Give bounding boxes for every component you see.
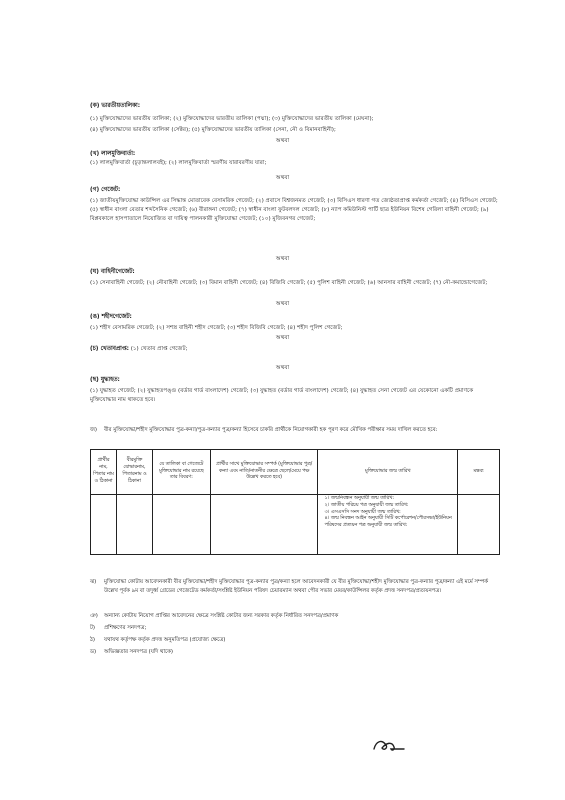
clause-text: মুক্তিযোদ্ধা কোটায় আবেদনকারী বীর মুক্তিযোদ্ধা/শহীদ মুক্তিযোদ্ধার পুত্র-কন্যার পুত্র/কন্যা হলে আবেদনকারী যে বীর মুক্তিযোদ্ধা/শহীদ মুক্তিযোদ্ধার পুত্র-কন্যার পুত্র/কন্যা এই মর্মে সম্পর্ক উল্লেখ পূর্বক ৯ম বা তদুর্ধ্ব গ্রেডের গেজেটেড কর্মকর্তা/সংশ্লিষ্ট ইউনিয়ন পরিষদ চেয়ারম্যান অথবা পৌর সভার মেয়র/কাউন্সিলর কর্তৃক প্রদত্ত সনদপত্র/প্রত্যয়নপত্র। <box>104 579 489 594</box>
section-ca-text: (১) খেতাব প্রাপ্ত গেজেট; <box>130 346 188 352</box>
clause-label: ড) <box>90 649 97 655</box>
clause-label: ট) <box>90 625 96 631</box>
table-cell <box>91 495 117 555</box>
or-separator: অথবা <box>275 256 290 262</box>
section-uma <box>90 313 500 333</box>
table-header: যে তালিকা বা গেজেটে মুক্তিযোদ্ধার নাম রয়েছে তার বিবরণ: <box>152 450 210 495</box>
dob-item: ২। জাতীয় পরিচয় পত্র অনুযায়ী জন্ম তারিখ: <box>324 502 409 508</box>
section-ka-line2: (৪) মুক্তিযোদ্ধাদের ভারতীয় তালিকা (সেক্টর); (৫) মুক্তিযোদ্ধাদের ভারতীয় তালিকা (সেনা, নৌ ও বিমানবাহিনী); <box>90 127 336 133</box>
clause-ja <box>90 426 500 435</box>
section-gha-text: (১) সেনাবাহিনী গেজেট; (২) নৌবাহিনী গেজেট; (৩) বিমান বাহিনী গেজেট; (৪) বিজিবি গেজেট; (৫) পুলিশ বাহিনী গেজেট; (৬) আনসার বাহিনী গেজেট; (৭) নৌ-কমান্ডোগেজেট; <box>90 280 488 286</box>
section-ka <box>90 102 500 135</box>
table-header: প্রার্থীর নাম, পিতার নাম ও ঠিকানা <box>91 450 117 495</box>
section-ga <box>90 186 500 224</box>
table-cell <box>116 495 152 555</box>
dob-item: ১। জন্মনিবন্ধন অনুযায়ী জন্ম তারিখ: <box>324 496 394 501</box>
section-kha-line1: (১) লালমুক্তিবার্তা (চূড়ান্তলালবই); (২) লালমুক্তিবার্তা স্মরণীয় যারাবরণীয় যারা; <box>90 160 267 166</box>
section-ga-heading: (গ) গেজেট: <box>90 187 121 193</box>
table-header: বীরমুক্তি যোদ্ধারনাম, পিতারনাম ও ঠিকানা <box>116 450 152 495</box>
dob-item: ৪। জন্ম নিবন্ধন আইন অনুযায়ী সিটি কর্পোরেশন/পৌরসভা/ইউনিয়ন পরিষদের প্রত্যয়ন পত্র অনুযায়ী জন্ম তারিখ: <box>324 516 452 529</box>
section-cha-text: (১) যুদ্ধাহত গেজেট; (২) যুদ্ধাহতপঙ্গু (বর্ডার গার্ড বাংলাদেশ) গেজেট; (৩) যুদ্ধাহত (বর্ডার গার্ড বাংলাদেশ) গেজেট; (৪) যুদ্ধাহত সেনা গেজেট এর যেকোনো একটি প্রমাণকে মুক্তিযোদ্ধার নাম থাকতে হবে। <box>90 388 474 403</box>
table-cell <box>210 495 318 555</box>
clause-ta <box>90 624 500 633</box>
clause-label: ঝ) <box>90 579 97 585</box>
table-cell <box>458 495 500 555</box>
section-gha <box>90 268 500 288</box>
section-ka-heading: (ক) ভারতীয়তালিকা: <box>90 103 141 109</box>
or-separator: অথবা <box>275 175 290 181</box>
clause-ja-label: জ) <box>90 427 97 433</box>
table-cell <box>152 495 210 555</box>
clause-tha <box>90 636 500 645</box>
section-uma-heading: (ঙ) শহীদগেজেট: <box>90 314 132 320</box>
clause-text: প্রশিক্ষণের সনদপত্র; <box>104 625 147 631</box>
dob-cell <box>318 495 458 555</box>
clause-text: যথাযথ কর্তৃপক্ষ কর্তৃক প্রদত্ত অনুমতিপত্র (প্রযোজ্য ক্ষেত্রে) <box>104 637 226 643</box>
section-gha-heading: (ঘ) বাহিনীগেজেট: <box>90 269 135 275</box>
section-ca-heading: (চ) খেতাবপ্রাপ্ত: <box>90 346 129 352</box>
clause-text: অন্যান্য কোটায় নিয়োগ প্রাপ্তির আবেদনের ক্ষেত্রে সংশ্লিষ্ট কোটার জন্য সরকার কর্তৃক নির্ধারিত সনদপত্র/প্রমাণক <box>104 613 339 619</box>
table-header: মুক্তিযোদ্ধার জন্ম তারিখ <box>318 450 458 495</box>
section-kha <box>90 150 500 168</box>
section-cha <box>90 376 500 405</box>
section-ca <box>90 345 500 354</box>
table-header: প্রার্থীর সাথে মুক্তিযোদ্ধার সম্পর্ক (মুক্তিযোদ্ধার পুত্র/কন্যা এবং নাতি/নাতনীর ক্ষেত্রে ছেলে/মেয়ে পক্ষ উল্লেখ করতে হবে) <box>210 450 318 495</box>
clause-da <box>90 648 500 657</box>
table-header: মন্তব্য <box>458 450 500 495</box>
clause-nya <box>90 612 500 621</box>
section-uma-text: (১) শহীদ বেসামরিক গেজেট; (২) সশস্ত্র বাহিনী শহীদ গেজেট; (৩) শহীদ বিজিবি গেজেট; (৪) শহীদ পুলিশ গেজেট; <box>90 325 343 331</box>
section-cha-heading: (ছ) যুদ্ধাহত: <box>90 377 120 383</box>
or-separator: অথবা <box>275 138 290 144</box>
or-separator: অথবা <box>275 335 290 341</box>
clause-jha <box>90 578 500 595</box>
clause-label: ঞ) <box>90 613 98 619</box>
clause-label: ঠ) <box>90 637 95 643</box>
table-row <box>91 495 500 555</box>
signature-mark <box>370 735 410 755</box>
clause-text: অভিজ্ঞতার সনদপত্র (যদি থাকে) <box>104 649 174 655</box>
section-ka-line1: (১) মুক্তিযোদ্ধাদের ভারতীয় তালিকা; (২) মুক্তিযোদ্ধাদের ভারতীয় তালিকা (পদ্মা); (৩) মুক্তিযোদ্ধাদের ভারতীয় তালিকা (মেঘনা); <box>90 116 374 122</box>
freedom-fighter-table <box>90 449 500 555</box>
or-separator: অথবা <box>275 365 290 371</box>
dob-item: ৩। এসএসসি সনদ অনুযায়ী জন্ম তারিখ: <box>324 509 401 515</box>
clause-ja-text: বীর মুক্তিযোদ্ধা/শহীদ মুক্তিযোদ্ধার পুত্র-কন্যা/পুত্র-কন্যার পুত্র/কন্যা হিসেবে চাকরি প্রার্থীকে নিয়োগকারী হক পূরণ করে মৌখিক পরীক্ষার সময় দাখিল করতে হবে: <box>104 427 438 433</box>
table-header-row <box>91 450 500 495</box>
section-kha-heading: (খ) লালমুক্তিবার্তা: <box>90 151 136 157</box>
section-ga-text: (১) জাতীয়মুক্তিযোদ্ধা কাউন্সিল এর সিদ্ধান্ত মোতাবেক বেসামরিক গেজেট; (২) প্রবাসে বিশ্বজনমত গেজেট; (৩) বিসিএস ধারণা গত জ্যেষ্ঠতাপ্রাপ্ত কর্মকর্তা গেজেট; (৪) বিসিএস গেজেট; (৫) স্বাধীন বাংলা বেতার শব্দসৈনিক গেজেট; (৬) বীরাঙ্গনা গেজেট; (৭) স্বাধীন বাংলা ফুটবলদল গেজেট; (৮) ন্যাপ কমিউনিস্ট পার্টি ছাত্র ইউনিয়ন বিশেষ গেরিলা বাহিনী গেজেট; (৯) বিপ্লবকালে হাসপাতালে নিয়োজিত বা দায়িত্ব পালনকারী মুক্তিযোদ্ধা গেজেট; (১০) মুজিবনগর গেজেট; <box>90 198 498 222</box>
or-separator: অথবা <box>275 301 290 307</box>
